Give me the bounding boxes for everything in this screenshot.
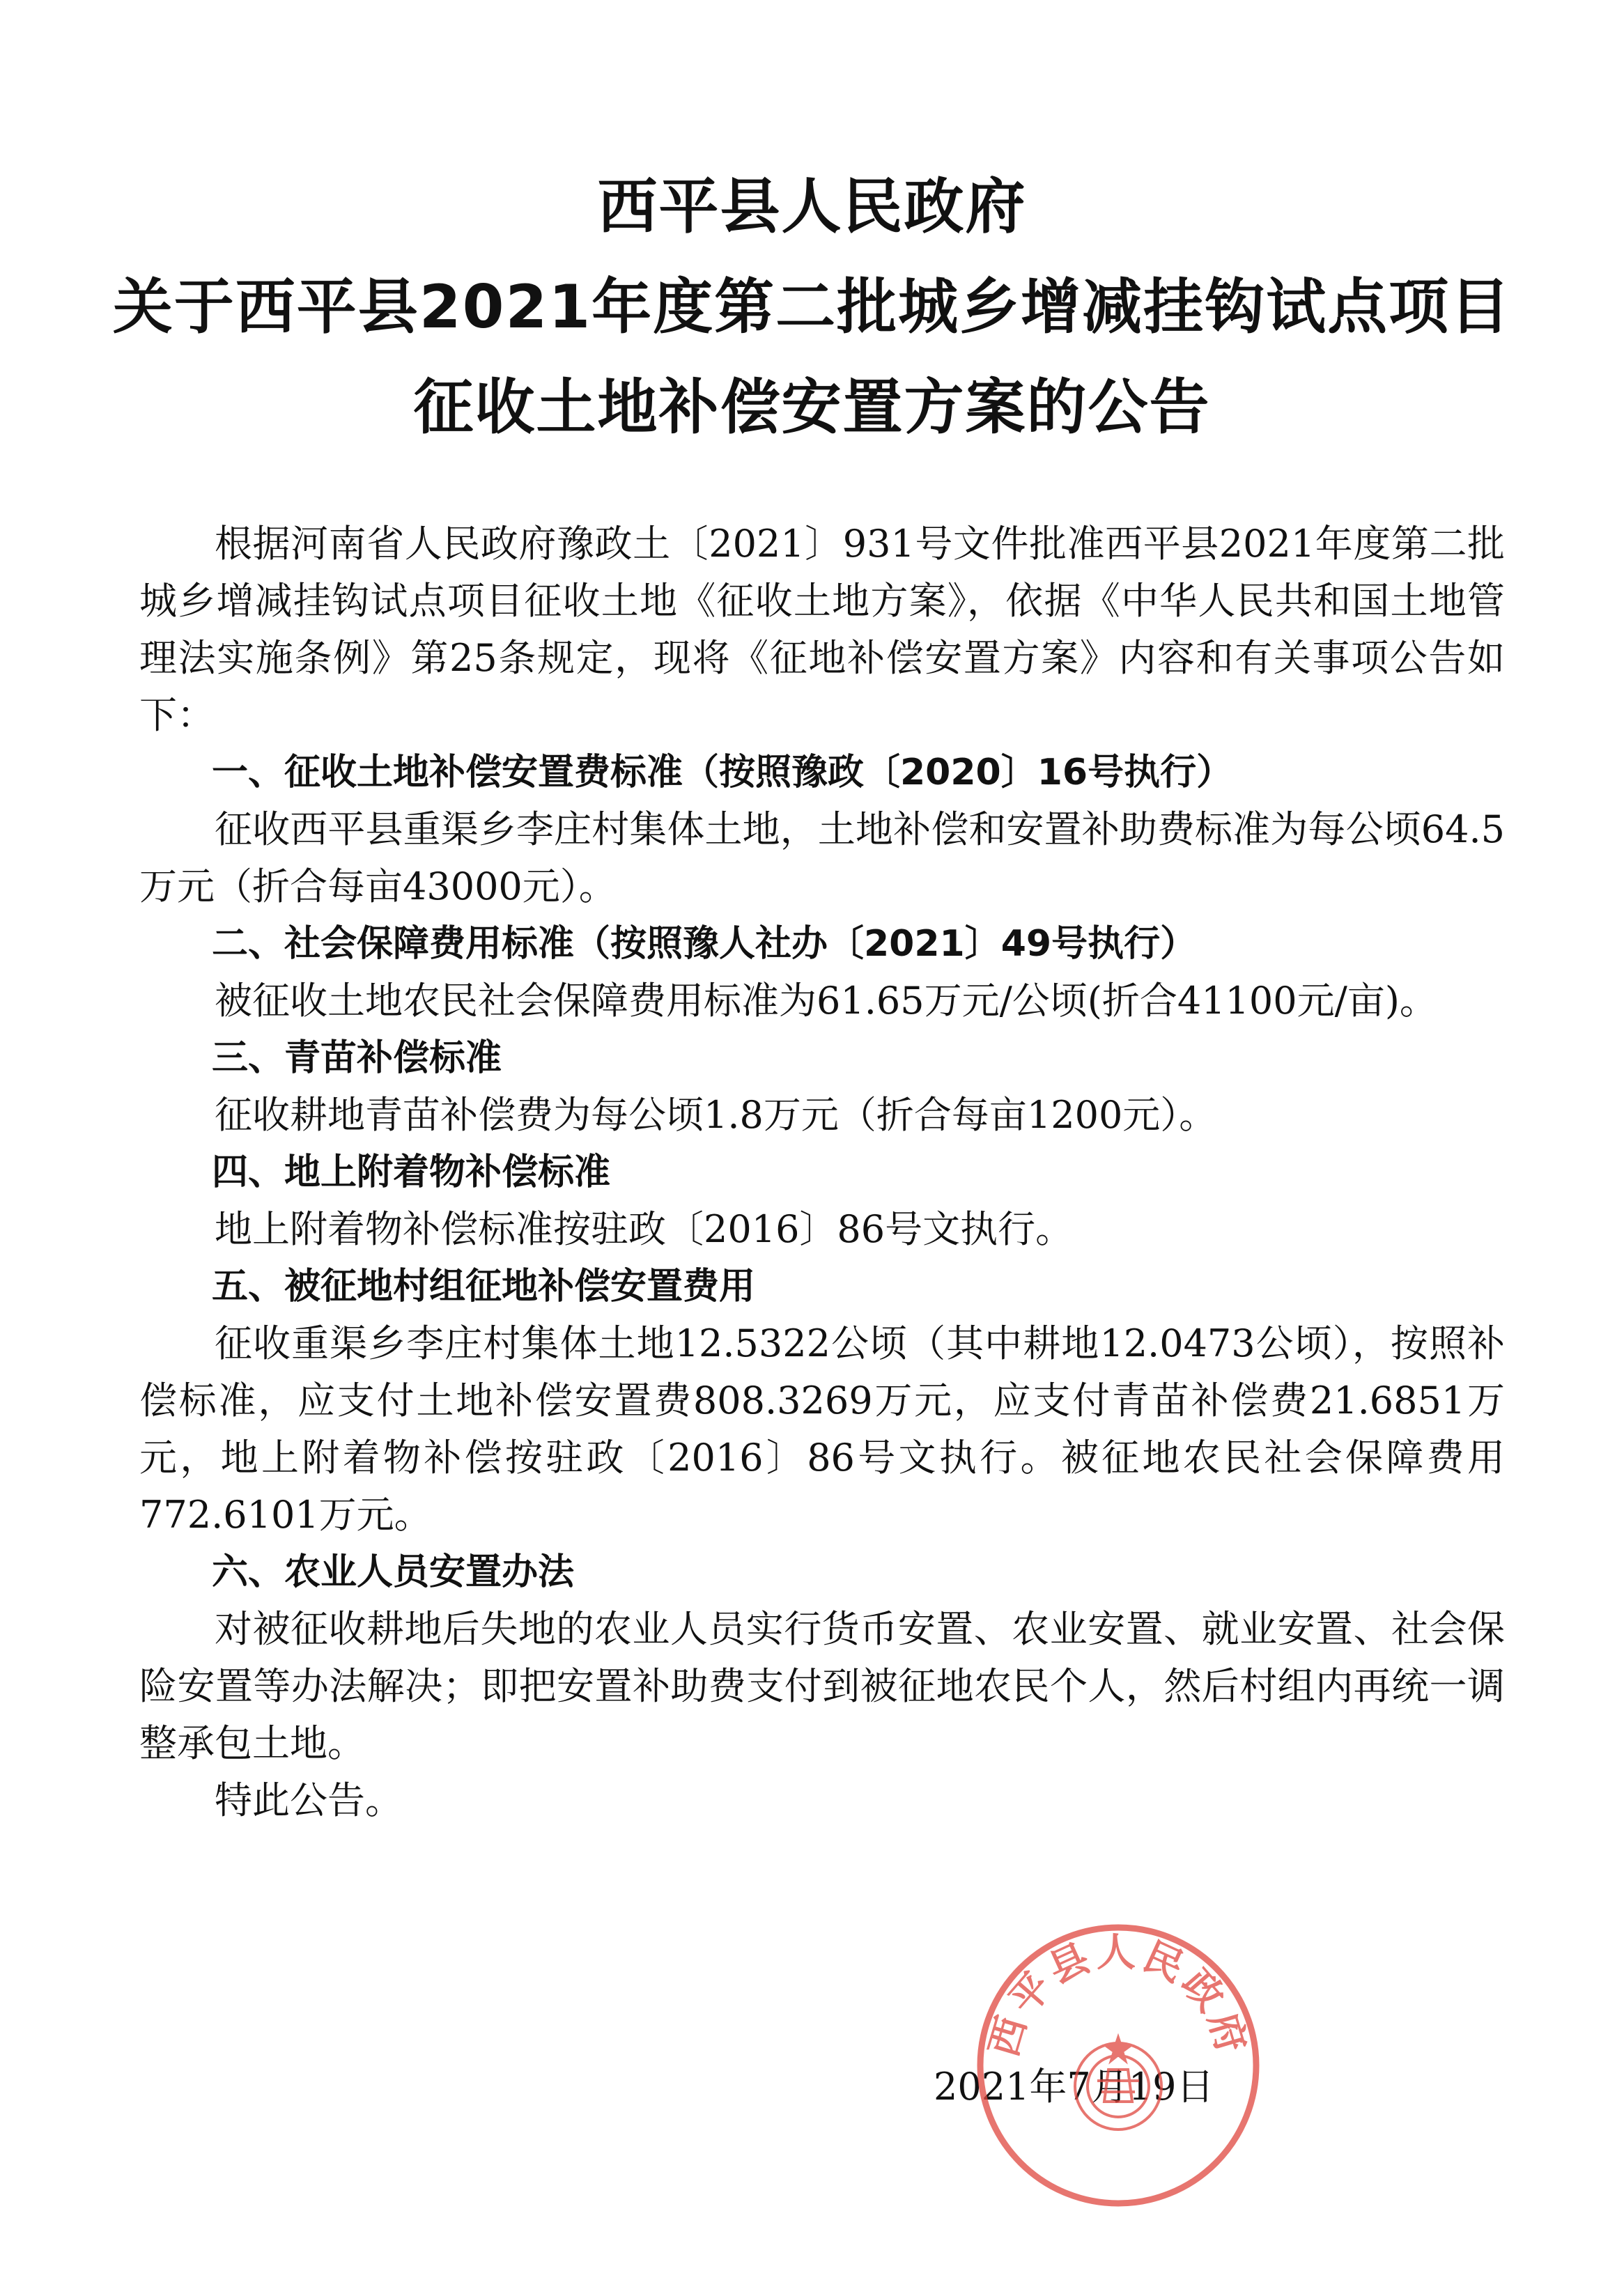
- section-text-3: 征收耕地青苗补偿费为每公顷1.8万元（折合每亩1200元）。: [215, 1093, 1217, 1137]
- intro-paragraph: 根据河南省人民政府豫政土〔2021〕931号文件批准西平县2021年度第二批城乡增减挂钩试点项目征收土地《征收土地方案》，依据《中华人民共和国土地管理法实施条例》第25条规定，现将《征地补偿安置方案》内容和有关事项公告如下：: [139, 522, 1505, 737]
- section-text-1: 征收西平县重渠乡李庄村集体土地，土地补偿和安置补助费标准为每公顷64.5万元（折合每亩43000元）。: [139, 807, 1505, 908]
- document-body: [139, 515, 1505, 1829]
- section-heading-1: 一、征收土地补偿安置费标准（按照豫政〔2020〕16号执行）: [212, 752, 1233, 793]
- section-heading-4: 四、地上附着物补偿标准: [212, 1151, 611, 1193]
- title-line-3: 征收土地补偿安置方案的公告: [413, 373, 1211, 442]
- section-heading-2: 二、社会保障费用标准（按照豫人社办〔2021〕49号执行）: [212, 923, 1197, 965]
- section-text-4: 地上附着物补偿标准按驻政〔2016〕86号文执行。: [215, 1207, 1074, 1251]
- seal-emblem-icon: [1075, 2038, 1161, 2130]
- section-heading-3: 三、青苗补偿标准: [212, 1037, 502, 1079]
- section-text-6: 对被征收耕地后失地的农业人员实行货币安置、农业安置、就业安置、社会保险安置等办法解决；即把安置补助费支付到被征地农民个人，然后村组内再统一调整承包土地。: [139, 1607, 1505, 1765]
- seal-text: 西平县人民政府: [981, 1930, 1255, 2062]
- title-line-1: 西平县人民政府: [597, 172, 1027, 242]
- official-seal: [972, 1919, 1265, 2212]
- closing-text: 特此公告。: [215, 1778, 403, 1822]
- document-title: [0, 157, 1624, 458]
- section-text-5: 征收重渠乡李庄村集体土地12.5322公顷（其中耕地12.0473公顷），按照补偿标准，应支付土地补偿安置费808.3269万元，应支付青苗补偿费21.6851万元，地上附着物补偿按驻政〔2016〕86号文执行。被征地农民社会保障费用772.6101万元。: [139, 1321, 1505, 1537]
- section-heading-6: 六、农业人员安置办法: [212, 1551, 575, 1593]
- document-date: 2021年7月19日: [934, 2065, 1214, 2109]
- section-text-2: 被征收土地农民社会保障费用标准为61.65万元/公顷(折合41100元/亩)。: [215, 979, 1437, 1023]
- title-line-2: 关于西平县2021年度第二批城乡增减挂钩试点项目: [112, 272, 1512, 342]
- section-heading-5: 五、被征地村组征地补偿安置费用: [212, 1266, 756, 1308]
